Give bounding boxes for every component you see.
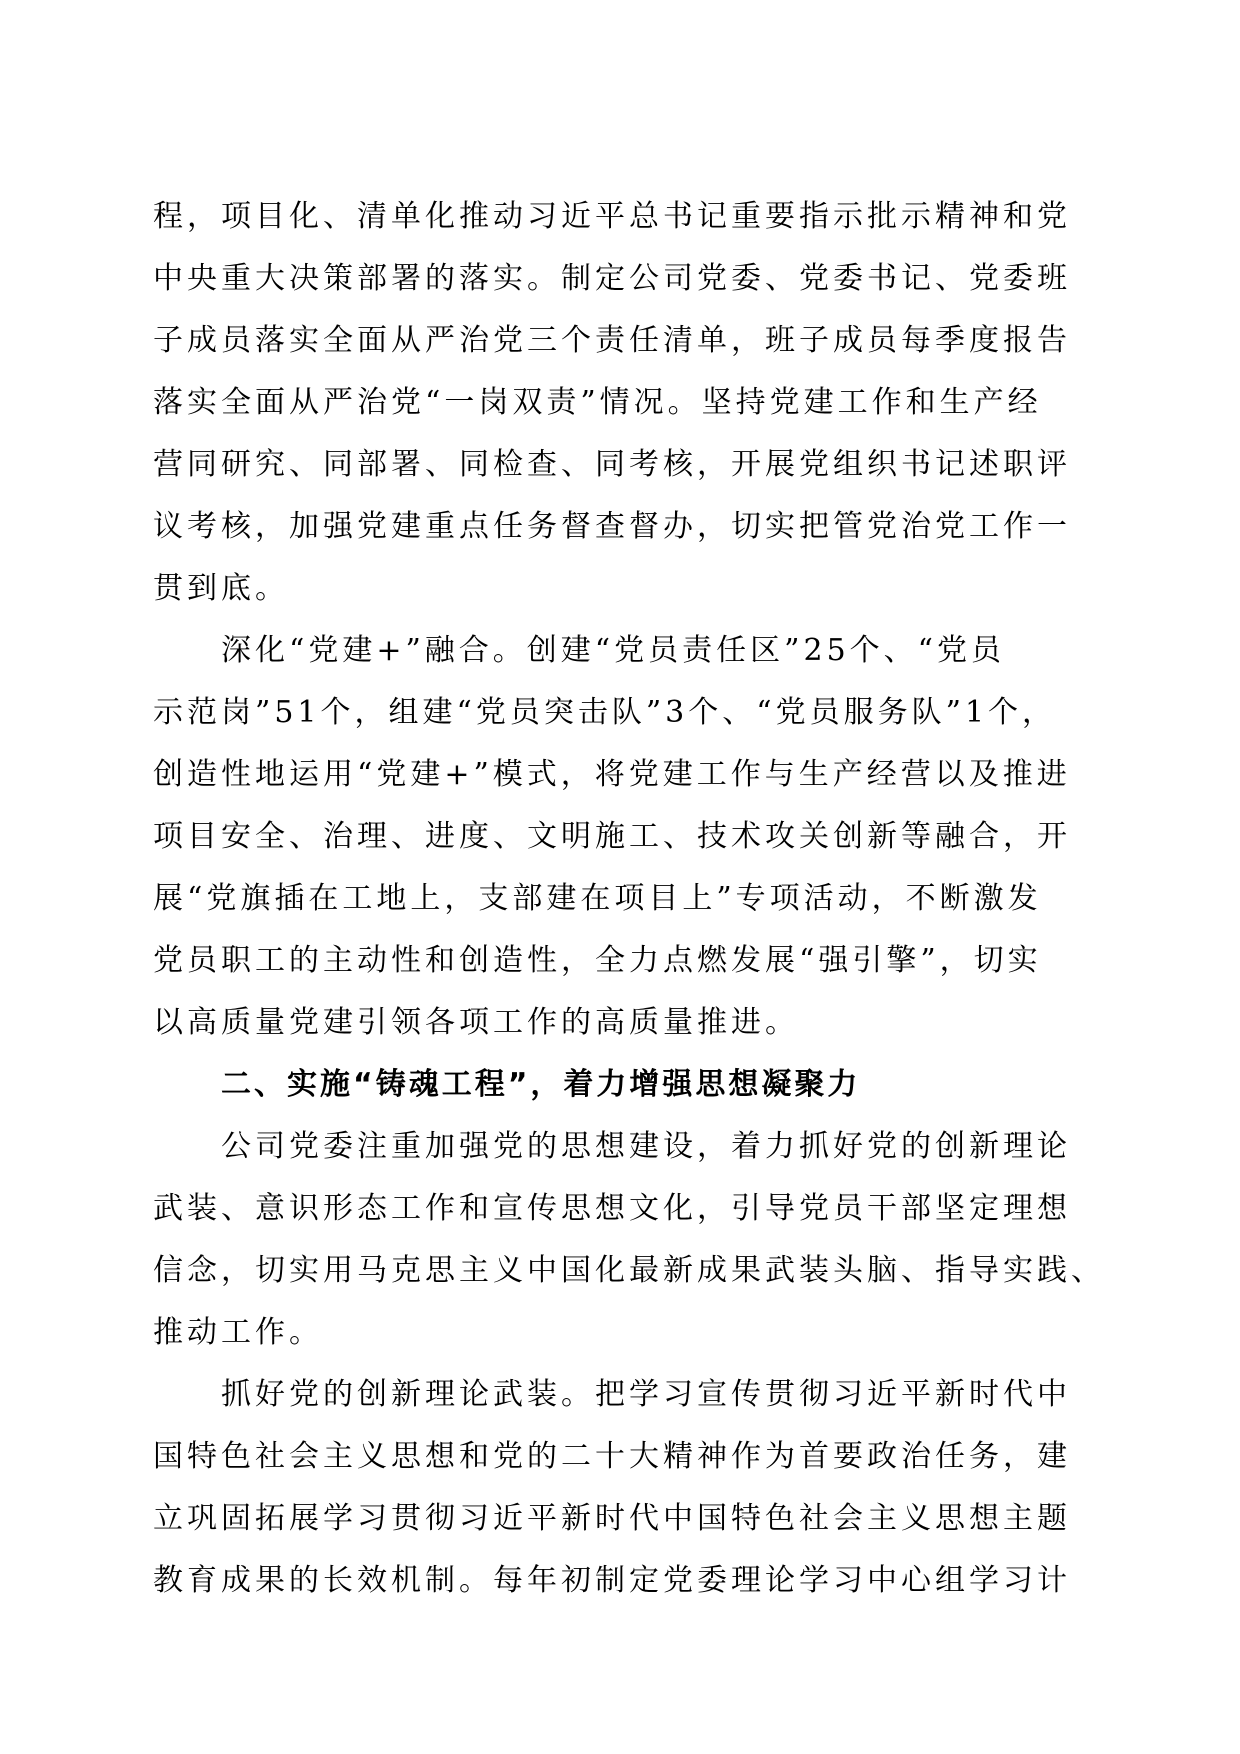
text-line: 推动工作。 [153, 1315, 323, 1350]
document-body [153, 186, 1105, 1612]
text-line: 公司党委注重加强党的思想建设，着力抓好党的创新理论 [221, 1129, 1071, 1164]
text-line: 党员职工的主动性和创造性，全力点燃发展“强引擎”，切实 [153, 943, 1042, 978]
text-line: 国特色社会主义思想和党的二十大精神作为首要政治任务，建 [153, 1439, 1071, 1474]
text-line: 创造性地运用“党建+”模式，将党建工作与生产经营以及推进 [153, 757, 1071, 792]
text-line: 落实全面从严治党“一岗双责”情况。坚持党建工作和生产经 [153, 385, 1042, 420]
text-line: 深化“党建+”融合。创建“党员责任区”25个、“党员 [221, 633, 1005, 668]
text-line: 程，项目化、清单化推动习近平总书记重要指示批示精神和党 [153, 199, 1071, 234]
text-line: 立巩固拓展学习贯彻习近平新时代中国特色社会主义思想主题 [153, 1501, 1071, 1536]
text-line: 展“党旗插在工地上，支部建在项目上”专项活动，不断激发 [153, 881, 1042, 916]
text-line: 项目安全、治理、进度、文明施工、技术攻关创新等融合，开 [153, 819, 1071, 854]
text-line: 子成员落实全面从严治党三个责任清单，班子成员每季度报告 [153, 323, 1071, 358]
text-line: 信念，切实用马克思主义中国化最新成果武装头脑、指导实践、 [153, 1253, 1105, 1288]
text-line: 教育成果的长效机制。每年初制定党委理论学习中心组学习计 [153, 1563, 1071, 1598]
text-line: 武装、意识形态工作和宣传思想文化，引导党员干部坚定理想 [153, 1191, 1071, 1226]
text-line: 营同研究、同部署、同检查、同考核，开展党组织书记述职评 [153, 447, 1071, 482]
text-line: 中央重大决策部署的落实。制定公司党委、党委书记、党委班 [153, 261, 1071, 296]
text-line: 贯到底。 [153, 571, 289, 606]
text-line: 议考核，加强党建重点任务督查督办，切实把管党治党工作一 [153, 509, 1071, 544]
text-line: 示范岗”51个，组建“党员突击队”3个、“党员服务队”1个， [153, 695, 1057, 730]
section-heading: 二、实施“铸魂工程”，着力增强思想凝聚力 [221, 1067, 861, 1102]
text-line: 抓好党的创新理论武装。把学习宣传贯彻习近平新时代中 [221, 1377, 1071, 1412]
text-line: 以高质量党建引领各项工作的高质量推进。 [153, 1005, 799, 1040]
